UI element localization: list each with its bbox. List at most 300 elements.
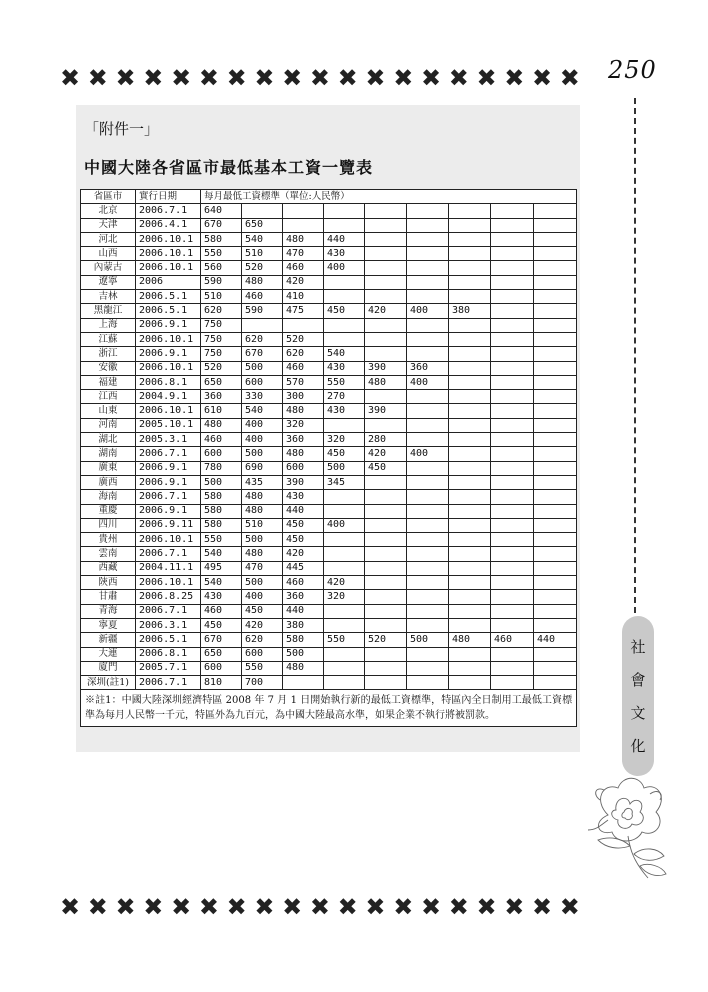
cell-wage xyxy=(534,618,577,632)
cell-wage: 690 xyxy=(242,461,283,475)
table-row xyxy=(81,561,577,575)
ornament-icon: ✖ xyxy=(143,64,164,92)
cell-wage: 480 xyxy=(283,404,324,418)
cell-wage: 400 xyxy=(407,304,449,318)
cell-wage xyxy=(534,204,577,218)
cell-wage xyxy=(365,475,407,489)
cell-wage: 435 xyxy=(242,475,283,489)
cell-province: 上海 xyxy=(81,318,136,332)
cell-wage: 480 xyxy=(242,490,283,504)
cell-wage: 450 xyxy=(242,604,283,618)
cell-wage xyxy=(283,318,324,332)
cell-wage xyxy=(365,332,407,346)
page-number: 250 xyxy=(608,56,657,84)
ornament-icon: ✖ xyxy=(559,64,580,92)
cell-date: 2006.5.1 xyxy=(136,290,201,304)
cell-wage: 650 xyxy=(201,647,242,661)
cell-wage xyxy=(365,661,407,675)
cell-wage xyxy=(491,647,534,661)
cell-wage xyxy=(365,676,407,690)
ornament-icon: ✖ xyxy=(532,893,553,921)
cell-wage xyxy=(534,676,577,690)
cell-wage xyxy=(407,290,449,304)
cell-wage xyxy=(365,647,407,661)
table-row xyxy=(81,204,577,218)
cell-wage xyxy=(407,661,449,675)
cell-wage: 420 xyxy=(324,576,365,590)
ornament-icon: ✖ xyxy=(393,893,414,921)
side-dashed-rule xyxy=(634,98,636,613)
cell-wage xyxy=(365,390,407,404)
cell-wage xyxy=(407,604,449,618)
ornament-icon: ✖ xyxy=(226,64,247,92)
cell-wage: 480 xyxy=(201,418,242,432)
cell-province: 湖北 xyxy=(81,433,136,447)
cell-wage: 345 xyxy=(324,475,365,489)
cell-wage: 540 xyxy=(201,547,242,561)
cell-province: 河北 xyxy=(81,232,136,246)
table-row xyxy=(81,390,577,404)
cell-wage xyxy=(407,561,449,575)
cell-province: 江西 xyxy=(81,390,136,404)
cell-wage: 600 xyxy=(201,447,242,461)
cell-wage xyxy=(365,604,407,618)
cell-wage xyxy=(534,375,577,389)
cell-wage xyxy=(407,475,449,489)
cell-date: 2006.8.1 xyxy=(136,647,201,661)
cell-wage: 590 xyxy=(242,304,283,318)
cell-wage xyxy=(491,332,534,346)
cell-wage xyxy=(365,576,407,590)
cell-wage: 400 xyxy=(407,447,449,461)
cell-wage: 550 xyxy=(324,633,365,647)
cell-wage: 360 xyxy=(283,590,324,604)
ornament-icon: ✖ xyxy=(60,64,81,92)
cell-province: 新疆 xyxy=(81,633,136,647)
cell-wage xyxy=(491,461,534,475)
minimum-wage-table xyxy=(80,189,577,727)
header-date: 實行日期 xyxy=(136,190,201,204)
cell-wage: 810 xyxy=(201,676,242,690)
cell-wage xyxy=(534,647,577,661)
ornament-icon: ✖ xyxy=(420,64,442,92)
cell-wage xyxy=(449,618,491,632)
cell-wage: 430 xyxy=(324,404,365,418)
ornament-icon: ✖ xyxy=(171,893,192,921)
cell-wage xyxy=(491,361,534,375)
cell-wage: 550 xyxy=(201,533,242,547)
cell-wage xyxy=(491,504,534,518)
table-title: 中國大陸各省區市最低基本工資一覽表 xyxy=(84,158,374,177)
cell-wage xyxy=(407,332,449,346)
section-tab-char: 社 xyxy=(630,638,646,656)
cell-wage xyxy=(407,261,449,275)
cell-wage xyxy=(491,247,534,261)
cell-wage xyxy=(534,447,577,461)
cell-wage xyxy=(365,533,407,547)
ornament-icon: ✖ xyxy=(198,893,219,921)
cell-province: 遼寧 xyxy=(81,275,136,289)
cell-wage: 600 xyxy=(283,461,324,475)
table-header-row xyxy=(81,190,577,204)
cell-wage xyxy=(365,418,407,432)
cell-date: 2006.10.1 xyxy=(136,361,201,375)
cell-wage xyxy=(491,604,534,618)
table-row xyxy=(81,475,577,489)
cell-wage xyxy=(491,447,534,461)
cell-province: 內蒙古 xyxy=(81,261,136,275)
cell-wage: 300 xyxy=(283,390,324,404)
cell-wage xyxy=(491,518,534,532)
cell-wage: 380 xyxy=(283,618,324,632)
cell-wage xyxy=(365,290,407,304)
cell-wage xyxy=(407,204,449,218)
cell-wage xyxy=(449,361,491,375)
cell-wage: 460 xyxy=(283,576,324,590)
cell-wage xyxy=(324,533,365,547)
cell-wage: 360 xyxy=(283,433,324,447)
cell-wage: 500 xyxy=(407,633,449,647)
attachment-label: 「附件一」 xyxy=(84,120,160,138)
cell-wage xyxy=(324,504,365,518)
cell-wage: 430 xyxy=(324,247,365,261)
cell-wage: 400 xyxy=(242,590,283,604)
cell-wage xyxy=(449,218,491,232)
table-row xyxy=(81,604,577,618)
cell-wage xyxy=(449,533,491,547)
cell-province: 廣西 xyxy=(81,475,136,489)
cell-wage: 550 xyxy=(324,375,365,389)
cell-province: 雲南 xyxy=(81,547,136,561)
cell-wage: 420 xyxy=(283,275,324,289)
cell-wage xyxy=(534,490,577,504)
cell-wage: 480 xyxy=(283,232,324,246)
cell-wage xyxy=(365,275,407,289)
ornament-icon: ✖ xyxy=(337,64,358,92)
cell-wage: 430 xyxy=(324,361,365,375)
cell-wage xyxy=(407,247,449,261)
ornament-icon: ✖ xyxy=(254,64,275,92)
cell-province: 貴州 xyxy=(81,533,136,547)
cell-wage xyxy=(365,618,407,632)
cell-wage xyxy=(491,275,534,289)
cell-wage xyxy=(365,518,407,532)
cell-province: 廣東 xyxy=(81,461,136,475)
cell-date: 2006.7.1 xyxy=(136,490,201,504)
cell-wage xyxy=(534,475,577,489)
cell-wage xyxy=(449,490,491,504)
cell-wage xyxy=(324,490,365,504)
cell-date: 2006.4.1 xyxy=(136,218,201,232)
cell-wage: 600 xyxy=(242,375,283,389)
cell-date: 2004.9.1 xyxy=(136,390,201,404)
table-row xyxy=(81,247,577,261)
cell-wage: 580 xyxy=(201,490,242,504)
cell-wage: 420 xyxy=(365,447,407,461)
cell-wage xyxy=(534,461,577,475)
ornament-icon: ✖ xyxy=(60,893,81,921)
cell-wage: 520 xyxy=(365,633,407,647)
cell-wage: 550 xyxy=(242,661,283,675)
cell-province: 天津 xyxy=(81,218,136,232)
ornament-icon: ✖ xyxy=(309,893,330,921)
cell-wage xyxy=(491,218,534,232)
cell-wage: 400 xyxy=(324,261,365,275)
cell-wage: 620 xyxy=(201,304,242,318)
cell-wage: 280 xyxy=(365,433,407,447)
ornament-icon: ✖ xyxy=(143,893,164,921)
cell-date: 2004.11.1 xyxy=(136,561,201,575)
peony-flower-icon xyxy=(578,770,678,885)
cell-wage xyxy=(534,661,577,675)
cell-wage: 445 xyxy=(283,561,324,575)
cell-wage xyxy=(449,590,491,604)
cell-wage xyxy=(534,418,577,432)
cell-wage: 670 xyxy=(201,218,242,232)
cell-wage xyxy=(534,590,577,604)
ornament-icon: ✖ xyxy=(504,893,525,921)
cell-province: 深圳(註1) xyxy=(81,676,136,690)
cell-wage xyxy=(449,447,491,461)
cell-wage xyxy=(534,604,577,618)
cell-wage: 460 xyxy=(283,361,324,375)
cell-province: 福建 xyxy=(81,375,136,389)
cell-wage xyxy=(407,504,449,518)
cell-wage xyxy=(449,504,491,518)
cell-wage: 540 xyxy=(242,232,283,246)
table-row xyxy=(81,447,577,461)
cell-wage xyxy=(534,318,577,332)
cell-wage xyxy=(449,661,491,675)
cell-wage: 360 xyxy=(407,361,449,375)
cell-wage: 670 xyxy=(242,347,283,361)
cell-province: 河南 xyxy=(81,418,136,432)
cell-wage xyxy=(324,618,365,632)
cell-wage xyxy=(449,561,491,575)
cell-wage xyxy=(449,518,491,532)
table-row xyxy=(81,490,577,504)
cell-wage xyxy=(365,232,407,246)
ornament-icon: ✖ xyxy=(476,64,497,92)
cell-wage: 480 xyxy=(242,547,283,561)
cell-wage: 540 xyxy=(324,347,365,361)
cell-wage xyxy=(534,332,577,346)
cell-wage: 750 xyxy=(201,318,242,332)
table-row xyxy=(81,676,577,690)
cell-province: 江蘇 xyxy=(81,332,136,346)
cell-wage xyxy=(324,318,365,332)
cell-wage: 440 xyxy=(283,504,324,518)
cell-wage xyxy=(534,561,577,575)
cell-wage: 390 xyxy=(283,475,324,489)
cell-wage xyxy=(283,218,324,232)
cell-wage xyxy=(365,204,407,218)
cell-wage xyxy=(365,547,407,561)
cell-wage xyxy=(407,490,449,504)
table-row xyxy=(81,661,577,675)
ornament-icon: ✖ xyxy=(254,893,275,921)
cell-wage: 500 xyxy=(201,475,242,489)
footnote: ※註1：中國大陸深圳經濟特區 2008 年 7 月 1 日開始執行新的最低工資標準，特區內全日制用工最低工資標準為每月人民幣一千元，特區外為九百元，為中國大陸最高水準，如果企業不執行將被罰款。 xyxy=(81,690,577,727)
footnote-row xyxy=(81,690,577,727)
cell-wage xyxy=(534,361,577,375)
ornament-row-bottom xyxy=(60,893,580,921)
table-row xyxy=(81,304,577,318)
cell-wage xyxy=(534,232,577,246)
table-row xyxy=(81,418,577,432)
cell-wage: 450 xyxy=(324,304,365,318)
cell-wage xyxy=(407,533,449,547)
cell-wage xyxy=(491,676,534,690)
cell-province: 廈門 xyxy=(81,661,136,675)
cell-wage xyxy=(283,204,324,218)
ornament-icon: ✖ xyxy=(226,893,247,921)
cell-wage: 500 xyxy=(242,533,283,547)
cell-wage xyxy=(407,461,449,475)
cell-wage: 580 xyxy=(201,504,242,518)
cell-wage xyxy=(449,676,491,690)
cell-date: 2006.7.1 xyxy=(136,447,201,461)
cell-wage: 400 xyxy=(324,518,365,532)
cell-wage xyxy=(407,404,449,418)
cell-date: 2006.9.1 xyxy=(136,504,201,518)
cell-wage xyxy=(324,418,365,432)
cell-wage xyxy=(365,504,407,518)
cell-date: 2006.3.1 xyxy=(136,618,201,632)
cell-wage xyxy=(449,461,491,475)
cell-wage xyxy=(534,390,577,404)
cell-date: 2006.9.1 xyxy=(136,318,201,332)
table-row xyxy=(81,232,577,246)
cell-wage xyxy=(449,418,491,432)
cell-wage xyxy=(491,390,534,404)
cell-date: 2006.5.1 xyxy=(136,633,201,647)
cell-province: 海南 xyxy=(81,490,136,504)
cell-wage xyxy=(407,676,449,690)
cell-wage xyxy=(407,347,449,361)
table-row xyxy=(81,647,577,661)
cell-wage: 460 xyxy=(201,604,242,618)
cell-wage xyxy=(407,275,449,289)
cell-wage: 475 xyxy=(283,304,324,318)
cell-wage xyxy=(449,390,491,404)
cell-wage xyxy=(491,661,534,675)
cell-wage xyxy=(324,604,365,618)
cell-wage xyxy=(365,490,407,504)
cell-wage xyxy=(407,647,449,661)
cell-wage: 390 xyxy=(365,404,407,418)
cell-date: 2006.10.1 xyxy=(136,261,201,275)
cell-wage: 620 xyxy=(283,347,324,361)
table-row xyxy=(81,518,577,532)
cell-wage: 320 xyxy=(324,590,365,604)
cell-wage xyxy=(324,218,365,232)
cell-wage: 400 xyxy=(407,375,449,389)
cell-wage: 480 xyxy=(365,375,407,389)
cell-wage xyxy=(534,347,577,361)
cell-wage xyxy=(491,347,534,361)
cell-wage: 750 xyxy=(201,347,242,361)
cell-wage: 380 xyxy=(449,304,491,318)
cell-wage xyxy=(324,275,365,289)
cell-wage xyxy=(534,547,577,561)
cell-wage: 650 xyxy=(201,375,242,389)
cell-wage xyxy=(407,390,449,404)
cell-wage: 480 xyxy=(242,275,283,289)
cell-wage: 700 xyxy=(242,676,283,690)
cell-date: 2005.3.1 xyxy=(136,433,201,447)
cell-date: 2006.10.1 xyxy=(136,332,201,346)
cell-wage: 510 xyxy=(201,290,242,304)
cell-wage xyxy=(449,247,491,261)
cell-wage xyxy=(407,590,449,604)
cell-wage xyxy=(324,561,365,575)
cell-wage xyxy=(491,618,534,632)
cell-wage xyxy=(449,347,491,361)
cell-wage xyxy=(534,504,577,518)
ornament-icon: ✖ xyxy=(448,893,469,921)
cell-wage xyxy=(324,290,365,304)
table-row xyxy=(81,275,577,289)
cell-wage: 430 xyxy=(283,490,324,504)
table-row xyxy=(81,218,577,232)
cell-wage: 590 xyxy=(201,275,242,289)
cell-province: 安徽 xyxy=(81,361,136,375)
ornament-icon: ✖ xyxy=(337,893,358,921)
cell-province: 四川 xyxy=(81,518,136,532)
cell-wage xyxy=(365,261,407,275)
ornament-icon: ✖ xyxy=(532,64,553,92)
cell-wage: 500 xyxy=(242,576,283,590)
cell-wage xyxy=(407,418,449,432)
cell-wage: 330 xyxy=(242,390,283,404)
cell-wage: 580 xyxy=(201,232,242,246)
cell-wage: 440 xyxy=(283,604,324,618)
cell-wage: 480 xyxy=(283,661,324,675)
ornament-icon: ✖ xyxy=(87,64,108,92)
cell-wage: 400 xyxy=(242,418,283,432)
cell-province: 西藏 xyxy=(81,561,136,575)
ornament-icon: ✖ xyxy=(365,893,386,921)
cell-wage xyxy=(449,404,491,418)
cell-wage xyxy=(534,275,577,289)
cell-wage: 500 xyxy=(324,461,365,475)
cell-wage xyxy=(491,404,534,418)
cell-wage xyxy=(365,218,407,232)
cell-date: 2006.10.1 xyxy=(136,576,201,590)
cell-wage xyxy=(324,647,365,661)
cell-wage: 480 xyxy=(242,504,283,518)
cell-wage xyxy=(491,418,534,432)
ornament-icon: ✖ xyxy=(171,64,192,92)
cell-wage xyxy=(491,590,534,604)
cell-wage: 320 xyxy=(324,433,365,447)
cell-wage xyxy=(324,332,365,346)
cell-wage xyxy=(491,204,534,218)
cell-province: 大連 xyxy=(81,647,136,661)
cell-wage xyxy=(491,433,534,447)
cell-wage xyxy=(491,375,534,389)
cell-wage xyxy=(491,547,534,561)
cell-wage: 580 xyxy=(283,633,324,647)
cell-wage xyxy=(407,433,449,447)
cell-wage: 480 xyxy=(449,633,491,647)
header-wage: 每月最低工資標準（單位:人民幣） xyxy=(201,190,577,204)
table-row xyxy=(81,375,577,389)
cell-wage xyxy=(449,332,491,346)
cell-province: 山東 xyxy=(81,404,136,418)
cell-date: 2006 xyxy=(136,275,201,289)
